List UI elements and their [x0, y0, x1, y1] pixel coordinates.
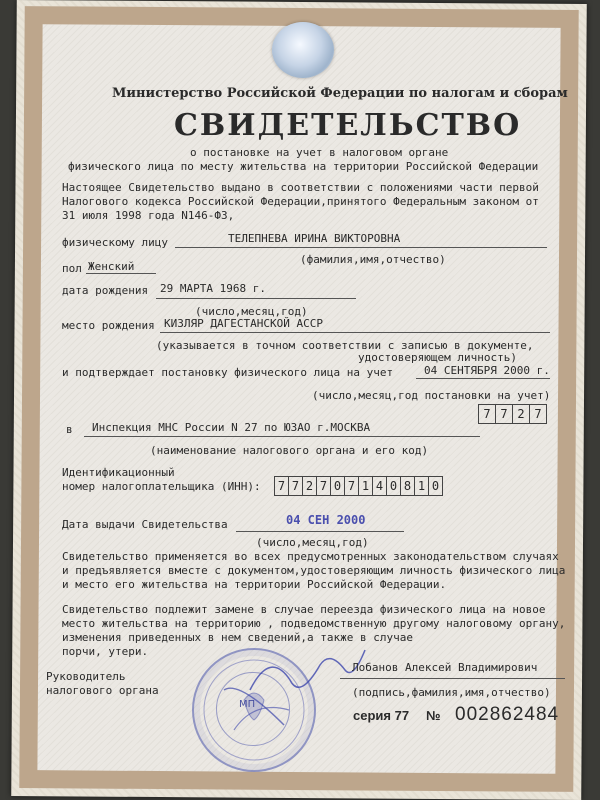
person-hint: (фамилия,имя,отчество) [300, 253, 446, 266]
intro-line-3: 31 июля 1998 года N146-ФЗ, [62, 209, 235, 222]
registration-hint: (число,месяц,год постановки на учет) [312, 389, 551, 402]
registration-underline [416, 378, 550, 379]
document-title: СВИДЕТЕЛЬСТВО [174, 108, 522, 143]
birth-date-label: дата рождения [62, 284, 149, 297]
intro-line-1: Настоящее Свидетельство выдано в соответствии с положениями части первой [62, 181, 539, 194]
authority-prefix: в [66, 423, 73, 436]
inn-digit: 0 [428, 476, 443, 496]
inn-digit: 0 [386, 476, 401, 496]
authority-code-digit: 7 [529, 404, 547, 424]
inn-label-2: номер налогоплательщика (ИНН): [62, 480, 261, 493]
replacement-line-3: изменения приведенных в нем сведений,а также в случае [62, 631, 413, 644]
birth-date-underline [156, 298, 356, 299]
subtitle-line-1: о постановке на учет в налоговом органе [190, 146, 449, 159]
inn-label-1: Идентификационный [62, 466, 175, 479]
person-label: физическому лицу [62, 236, 168, 249]
inn-digit: 1 [358, 476, 373, 496]
authority-underline [84, 436, 480, 437]
person-underline [175, 247, 547, 248]
usage-line-2: и предъявляется вместе с документом,удостоверяющим личность физического лица [62, 564, 566, 577]
serial-label: серия 77 [353, 708, 410, 723]
subtitle-line-2: физического лица по месту жительства на территории Российской Федерации [68, 160, 539, 173]
birth-place-underline [160, 332, 550, 333]
signatory-underline [340, 678, 565, 679]
signatory-hint: (подпись,фамилия,имя,отчество) [352, 686, 551, 699]
authority-code-digit: 2 [512, 404, 530, 424]
issue-date-stamp: 04 СЕН 2000 [286, 513, 366, 527]
person-name: ТЕЛЕПНЕВА ИРИНА ВИКТОРОВНА [228, 232, 401, 245]
serial-number: 002862484 [455, 704, 560, 725]
birth-place-label: место рождения [62, 319, 155, 332]
issue-date-underline [236, 531, 404, 532]
registration-date: 04 СЕНТЯБРЯ 2000 г. [424, 364, 550, 377]
usage-line-3: и место его жительства на территории Российской Федерации. [62, 578, 447, 591]
hologram-sticker [272, 22, 334, 78]
birth-place-hint-2: удостоверяющем личность) [358, 351, 517, 364]
birth-place-value: КИЗЛЯР ДАГЕСТАНСКОЙ АССР [164, 317, 323, 330]
authority-code-digit: 7 [495, 404, 513, 424]
signatory-name: Лобанов Алексей Владимирович [352, 661, 538, 674]
inn-digit: 0 [330, 476, 345, 496]
gender-value: Женский [88, 260, 135, 273]
inn-digit: 8 [400, 476, 415, 496]
birth-place-hint-1: (указывается в точном соответствии с записью в документе, [156, 339, 534, 352]
replacement-line-4: порчи, утери. [62, 645, 149, 658]
birth-date-value: 29 МАРТА 1968 г. [160, 282, 266, 295]
inn-digit: 7 [274, 476, 289, 496]
issue-date-label: Дата выдачи Свидетельства [62, 518, 228, 531]
head-label-1: Руководитель [46, 670, 126, 683]
replacement-line-1: Свидетельство подлежит замене в случае переезда физического лица на новое [62, 603, 546, 616]
inn-digit: 7 [344, 476, 359, 496]
registration-label: и подтверждает постановку физического лица на учет [62, 366, 394, 379]
inn-digit: 2 [302, 476, 317, 496]
inn-digit: 7 [288, 476, 303, 496]
replacement-line-2: место жительства на территорию , подведомственную другому налоговому органу, [62, 617, 566, 630]
gender-label: пол [62, 262, 82, 275]
authority-name: Инспекция МНС России N 27 по ЮЗАО г.МОСКВА [92, 421, 371, 434]
birth-date-hint: (число,месяц,год) [195, 305, 308, 318]
authority-code-digit: 7 [478, 404, 496, 424]
gender-underline [86, 273, 156, 274]
seal-mp-text: МП [239, 699, 256, 710]
issue-date-hint: (число,месяц,год) [256, 536, 369, 549]
inn-digit: 7 [316, 476, 331, 496]
inn-digit: 4 [372, 476, 387, 496]
usage-line-1: Свидетельство применяется во всех предусмотренных законодательством случаях [62, 550, 559, 563]
authority-hint: (наименование налогового органа и его код) [150, 444, 429, 457]
serial-no-label: № [426, 708, 441, 723]
ministry-name: Министерство Российской Федерации по налогам и сборам [112, 86, 568, 101]
head-label-2: налогового органа [46, 684, 159, 697]
intro-line-2: Налогового кодекса Российской Федерации,принятого Федеральным законом от [62, 195, 539, 208]
inn-digit: 1 [414, 476, 429, 496]
